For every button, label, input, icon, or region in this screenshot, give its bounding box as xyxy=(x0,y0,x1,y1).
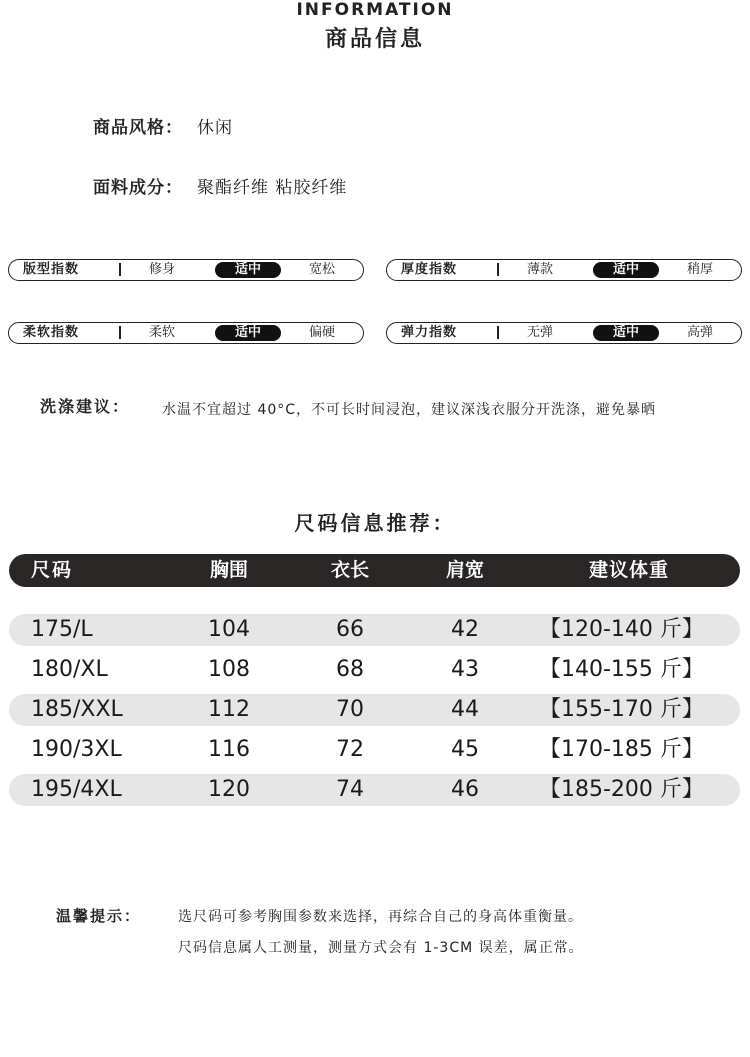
index-thickness-option-3: 稍厚 xyxy=(686,262,713,277)
header-size: 尺码 xyxy=(31,559,74,581)
cell-chest: 116 xyxy=(208,737,250,762)
index-fit-option-3: 宽松 xyxy=(308,262,335,277)
table-row xyxy=(9,774,740,806)
divider xyxy=(497,326,499,339)
index-softness-label: 柔软指数 xyxy=(23,325,80,340)
header-chest: 胸围 xyxy=(209,559,248,581)
cell-chest: 120 xyxy=(208,777,250,802)
cell-size: 195/4XL xyxy=(31,777,122,802)
table-row xyxy=(9,734,740,766)
cell-shoulder: 45 xyxy=(451,737,479,762)
cell-size: 185/XXL xyxy=(31,697,123,722)
index-thickness-option-1: 薄款 xyxy=(526,262,553,277)
cell-size: 190/3XL xyxy=(31,737,122,762)
size-table-header xyxy=(9,554,740,587)
index-thickness-option-2-selected: 适中 xyxy=(593,262,659,278)
cell-length: 68 xyxy=(336,657,364,682)
index-fit-label: 版型指数 xyxy=(23,262,80,277)
cell-length: 66 xyxy=(336,617,364,642)
index-elasticity-label: 弹力指数 xyxy=(401,325,458,340)
cell-length: 70 xyxy=(336,697,364,722)
cell-shoulder: 42 xyxy=(451,617,479,642)
cell-weight: 【120-140 斤】 xyxy=(539,617,704,642)
index-fit-option-1: 修身 xyxy=(148,262,175,277)
index-softness xyxy=(8,322,364,344)
index-elasticity-option-1: 无弹 xyxy=(526,325,553,340)
table-row xyxy=(9,614,740,646)
tips-line-2: 尺码信息属人工测量，测量方式会有 1-3CM 误差，属正常。 xyxy=(178,940,584,956)
divider xyxy=(119,326,121,339)
index-elasticity-option-2-selected: 适中 xyxy=(593,325,659,341)
divider xyxy=(119,263,121,276)
header-weight: 建议体重 xyxy=(588,559,669,581)
cell-shoulder: 46 xyxy=(451,777,479,802)
cell-size: 180/XL xyxy=(31,657,108,682)
property-style xyxy=(93,113,233,138)
index-softness-option-2-selected: 适中 xyxy=(215,325,281,341)
property-fabric-value: 聚酯纤维 粘胶纤维 xyxy=(197,178,348,198)
header-length: 衣长 xyxy=(330,559,369,581)
cell-length: 74 xyxy=(336,777,364,802)
property-fabric xyxy=(93,173,347,198)
cell-weight: 【185-200 斤】 xyxy=(539,777,704,802)
table-row xyxy=(9,694,740,726)
wash-label: 洗涤建议： xyxy=(40,397,131,416)
tips-line-1: 选尺码可参考胸围参数来选择，再综合自己的身高体重衡量。 xyxy=(178,909,583,925)
cell-weight: 【170-185 斤】 xyxy=(539,737,704,762)
index-elasticity-option-3: 高弹 xyxy=(686,325,713,340)
property-style-label: 商品风格： xyxy=(93,118,183,138)
divider xyxy=(497,263,499,276)
index-elasticity xyxy=(386,322,742,344)
index-thickness-label: 厚度指数 xyxy=(401,262,458,277)
cell-chest: 112 xyxy=(208,697,250,722)
index-softness-option-1: 柔软 xyxy=(148,325,175,340)
property-style-value: 休闲 xyxy=(197,118,233,138)
cell-chest: 108 xyxy=(208,657,250,682)
cell-shoulder: 44 xyxy=(451,697,479,722)
size-section-title: 尺码信息推荐： xyxy=(294,511,456,535)
wash-text: 水温不宜超过 40°C，不可长时间浸泡，建议深浅衣服分开洗涤，避免暴晒 xyxy=(162,402,657,418)
cell-weight: 【155-170 斤】 xyxy=(539,697,704,722)
cell-shoulder: 43 xyxy=(451,657,479,682)
index-thickness xyxy=(386,259,742,281)
index-fit xyxy=(8,259,364,281)
header-chinese-title: 商品信息 xyxy=(324,27,425,52)
cell-chest: 104 xyxy=(208,617,250,642)
tips-label: 温馨提示： xyxy=(56,907,142,925)
index-softness-option-3: 偏硬 xyxy=(308,325,335,340)
cell-length: 72 xyxy=(336,737,364,762)
cell-size: 175/L xyxy=(31,617,93,642)
property-fabric-label: 面料成分： xyxy=(93,178,183,198)
table-row xyxy=(9,654,740,686)
header-english-title: INFORMATION xyxy=(296,0,454,20)
tips-text xyxy=(178,902,718,964)
cell-weight: 【140-155 斤】 xyxy=(539,657,704,682)
index-fit-option-2-selected: 适中 xyxy=(215,262,281,278)
header-shoulder: 肩宽 xyxy=(445,559,484,581)
